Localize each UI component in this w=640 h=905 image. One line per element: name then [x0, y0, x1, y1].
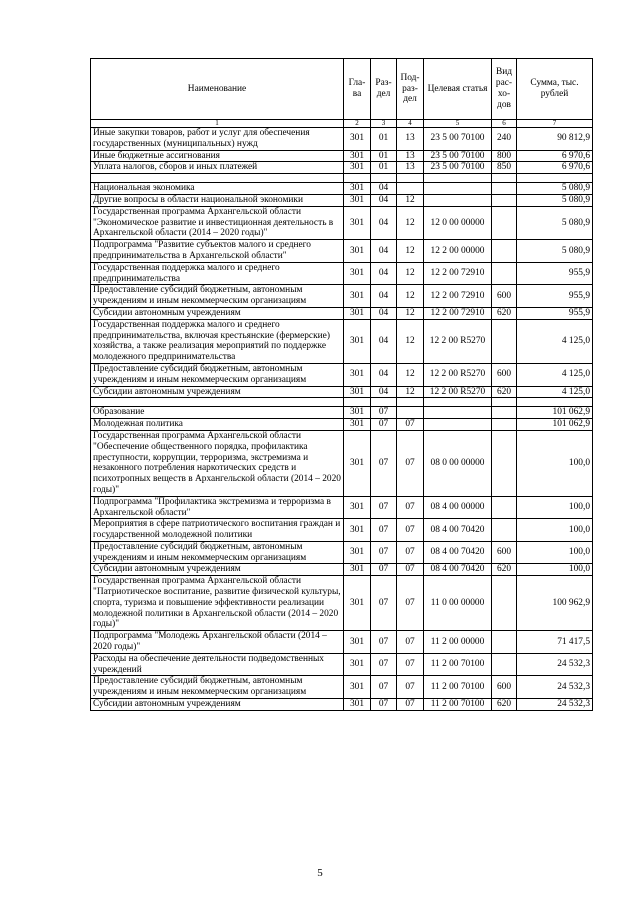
cell-razdel: 04	[371, 363, 397, 386]
cell-name: Государственная программа Архангельской области "Обеспечение общественного порядка, профилактика преступности, коррупции, терроризма, экстремизма и незаконного потребления наркотических средств и психотропных веществ в Архангельской области (2014 – 2020 годы)"	[91, 430, 344, 496]
cell-target: 12 2 00 R5270	[424, 319, 492, 363]
cell-target: 12 0 00 00000	[424, 206, 492, 239]
cell-sum: 71 417,5	[517, 631, 593, 654]
cell-glava: 301	[344, 676, 371, 699]
cell-target	[424, 183, 492, 195]
cell-vid	[492, 430, 517, 496]
cell-name: Молодежная политика	[91, 419, 344, 431]
table-row	[91, 206, 593, 239]
cell-glava: 301	[344, 631, 371, 654]
cell-razdel: 07	[371, 430, 397, 496]
cell-target: 11 2 00 70100	[424, 699, 492, 711]
cell-name: Национальная экономика	[91, 183, 344, 195]
cell-sum: 100,0	[517, 519, 593, 542]
cell-razdel: 07	[371, 519, 397, 542]
header-vid: Вид рас-хо-дов	[492, 59, 517, 120]
cell-sum: 955,9	[517, 285, 593, 308]
cell-sum: 101 062,9	[517, 419, 593, 431]
cell-sum: 100,0	[517, 564, 593, 576]
table-row	[91, 262, 593, 285]
cell-podrazdel: 12	[397, 386, 424, 398]
cell-vid	[492, 407, 517, 419]
table-row	[91, 194, 593, 206]
cell-target: 23 5 00 70100	[424, 150, 492, 162]
cell-target: 08 4 00 70420	[424, 541, 492, 564]
cell-target: 12 2 00 72910	[424, 262, 492, 285]
table-row	[91, 676, 593, 699]
table-row	[91, 162, 593, 174]
cell-podrazdel: 13	[397, 128, 424, 151]
cell-name: Предоставление субсидий бюджетным, автономным учреждениям и иным некоммерческим организациям	[91, 676, 344, 699]
cell-podrazdel: 07	[397, 541, 424, 564]
table-row	[91, 430, 593, 496]
cell-razdel: 07	[371, 631, 397, 654]
page-number: 5	[317, 867, 323, 879]
empty-cell	[344, 174, 371, 183]
cell-glava: 301	[344, 194, 371, 206]
cell-podrazdel: 07	[397, 519, 424, 542]
cell-glava: 301	[344, 653, 371, 676]
cell-podrazdel: 07	[397, 699, 424, 711]
cell-vid	[492, 631, 517, 654]
cell-glava: 301	[344, 564, 371, 576]
cell-podrazdel	[397, 183, 424, 195]
cell-sum: 6 970,6	[517, 162, 593, 174]
cell-sum: 6 970,6	[517, 150, 593, 162]
cell-name: Субсидии автономным учреждениям	[91, 564, 344, 576]
cell-vid	[492, 194, 517, 206]
empty-cell	[371, 174, 397, 183]
header-podrazdel: Под-раз-дел	[397, 59, 424, 120]
header-row	[91, 59, 593, 120]
cell-razdel: 04	[371, 319, 397, 363]
empty-cell	[517, 398, 593, 407]
cell-vid	[492, 240, 517, 263]
cell-name: Другие вопросы в области национальной экономики	[91, 194, 344, 206]
cell-sum: 100,0	[517, 496, 593, 519]
cell-podrazdel: 13	[397, 150, 424, 162]
cell-vid: 850	[492, 162, 517, 174]
column-number: 5	[424, 120, 492, 128]
table-row	[91, 564, 593, 576]
cell-razdel: 01	[371, 128, 397, 151]
cell-glava: 301	[344, 128, 371, 151]
table-row	[91, 307, 593, 319]
table-row	[91, 240, 593, 263]
cell-target: 11 2 00 70100	[424, 676, 492, 699]
cell-vid: 600	[492, 363, 517, 386]
spacer-row	[91, 174, 593, 183]
cell-name: Субсидии автономным учреждениям	[91, 307, 344, 319]
cell-razdel: 04	[371, 240, 397, 263]
column-number: 4	[397, 120, 424, 128]
cell-vid: 620	[492, 386, 517, 398]
cell-podrazdel: 07	[397, 653, 424, 676]
cell-glava: 301	[344, 262, 371, 285]
cell-razdel: 07	[371, 496, 397, 519]
cell-sum: 100,0	[517, 541, 593, 564]
cell-razdel: 07	[371, 653, 397, 676]
header-sum: Сумма, тыс. рублей	[517, 59, 593, 120]
cell-glava: 301	[344, 183, 371, 195]
cell-name: Государственная поддержка малого и среднего предпринимательства, включая крестьянские (фермерские) хозяйства, а также реализация мероприятий по поддержке молодежного предпринимательства	[91, 319, 344, 363]
cell-vid	[492, 576, 517, 631]
empty-cell	[371, 398, 397, 407]
cell-razdel: 07	[371, 407, 397, 419]
cell-vid: 600	[492, 285, 517, 308]
empty-cell	[517, 174, 593, 183]
cell-podrazdel: 12	[397, 240, 424, 263]
cell-glava: 301	[344, 519, 371, 542]
cell-target: 12 2 00 72910	[424, 285, 492, 308]
cell-razdel: 07	[371, 676, 397, 699]
cell-sum: 90 812,9	[517, 128, 593, 151]
cell-podrazdel: 07	[397, 676, 424, 699]
cell-podrazdel: 12	[397, 206, 424, 239]
cell-sum: 24 532,3	[517, 653, 593, 676]
column-number: 1	[91, 120, 344, 128]
cell-name: Предоставление субсидий бюджетным, автономным учреждениям и иным некоммерческим организациям	[91, 285, 344, 308]
empty-cell	[91, 398, 344, 407]
empty-cell	[492, 174, 517, 183]
cell-vid: 620	[492, 307, 517, 319]
header-name: Наименование	[91, 59, 344, 120]
cell-razdel: 07	[371, 576, 397, 631]
cell-podrazdel: 12	[397, 319, 424, 363]
cell-target: 11 2 00 70100	[424, 653, 492, 676]
table-row	[91, 541, 593, 564]
table-row	[91, 419, 593, 431]
cell-glava: 301	[344, 307, 371, 319]
cell-name: Подпрограмма "Развитие субъектов малого и среднего предпринимательства в Архангельской области"	[91, 240, 344, 263]
cell-target: 08 0 00 00000	[424, 430, 492, 496]
table-row	[91, 631, 593, 654]
cell-target	[424, 194, 492, 206]
cell-name: Государственная программа Архангельской области "Экономическое развитие и инвестиционная деятельность в Архангельской области (2014 – 2020 годы)"	[91, 206, 344, 239]
cell-glava: 301	[344, 319, 371, 363]
cell-sum: 4 125,0	[517, 319, 593, 363]
cell-podrazdel: 07	[397, 419, 424, 431]
cell-vid	[492, 262, 517, 285]
cell-sum: 5 080,9	[517, 183, 593, 195]
header-glava: Гла-ва	[344, 59, 371, 120]
cell-vid: 620	[492, 699, 517, 711]
cell-target: 12 2 00 00000	[424, 240, 492, 263]
cell-podrazdel: 12	[397, 307, 424, 319]
empty-cell	[397, 174, 424, 183]
empty-cell	[397, 398, 424, 407]
table-row	[91, 699, 593, 711]
cell-name: Образование	[91, 407, 344, 419]
cell-vid: 620	[492, 564, 517, 576]
cell-vid	[492, 653, 517, 676]
cell-glava: 301	[344, 541, 371, 564]
table-row	[91, 319, 593, 363]
cell-name: Иные бюджетные ассигнования	[91, 150, 344, 162]
cell-target: 08 4 00 00000	[424, 496, 492, 519]
cell-podrazdel: 07	[397, 430, 424, 496]
empty-cell	[424, 398, 492, 407]
cell-glava: 301	[344, 430, 371, 496]
cell-podrazdel: 07	[397, 564, 424, 576]
cell-glava: 301	[344, 407, 371, 419]
cell-glava: 301	[344, 240, 371, 263]
column-number: 3	[371, 120, 397, 128]
cell-glava: 301	[344, 576, 371, 631]
cell-glava: 301	[344, 285, 371, 308]
budget-table	[90, 58, 593, 711]
cell-sum: 5 080,9	[517, 240, 593, 263]
cell-vid	[492, 496, 517, 519]
cell-podrazdel: 12	[397, 285, 424, 308]
cell-name: Подпрограмма "Профилактика экстремизма и терроризма в Архангельской области"	[91, 496, 344, 519]
cell-podrazdel: 07	[397, 631, 424, 654]
cell-glava: 301	[344, 419, 371, 431]
cell-podrazdel: 13	[397, 162, 424, 174]
cell-vid	[492, 183, 517, 195]
cell-name: Государственная программа Архангельской области "Патриотическое воспитание, развитие физической культуры, спорта, туризма и повышение эффективности реализации молодежной политики в Архангельской области (2014 – 2020 годы)"	[91, 576, 344, 631]
empty-cell	[344, 398, 371, 407]
spacer-row	[91, 398, 593, 407]
cell-sum: 5 080,9	[517, 194, 593, 206]
cell-sum: 4 125,0	[517, 363, 593, 386]
cell-glava: 301	[344, 363, 371, 386]
cell-sum: 100,0	[517, 430, 593, 496]
cell-name: Субсидии автономным учреждениям	[91, 386, 344, 398]
cell-name: Иные закупки товаров, работ и услуг для обеспечения государственных (муниципальных) нужд	[91, 128, 344, 151]
column-number: 2	[344, 120, 371, 128]
cell-glava: 301	[344, 206, 371, 239]
cell-target: 11 2 00 00000	[424, 631, 492, 654]
empty-cell	[91, 174, 344, 183]
cell-name: Расходы на обеспечение деятельности подведомственных учреждений	[91, 653, 344, 676]
cell-glava: 301	[344, 699, 371, 711]
cell-podrazdel: 07	[397, 576, 424, 631]
cell-target	[424, 419, 492, 431]
table-row	[91, 519, 593, 542]
table-body	[91, 128, 593, 711]
cell-razdel: 07	[371, 541, 397, 564]
cell-target: 12 2 00 R5270	[424, 363, 492, 386]
cell-razdel: 04	[371, 285, 397, 308]
cell-sum: 955,9	[517, 307, 593, 319]
cell-razdel: 04	[371, 262, 397, 285]
table-row	[91, 128, 593, 151]
cell-vid	[492, 519, 517, 542]
header-target: Целевая статья	[424, 59, 492, 120]
cell-podrazdel: 12	[397, 194, 424, 206]
cell-glava: 301	[344, 150, 371, 162]
cell-podrazdel	[397, 407, 424, 419]
header-razdel: Раз-дел	[371, 59, 397, 120]
cell-name: Государственная поддержка малого и среднего предпринимательства	[91, 262, 344, 285]
cell-vid	[492, 319, 517, 363]
cell-vid: 600	[492, 541, 517, 564]
cell-razdel: 04	[371, 386, 397, 398]
cell-name: Субсидии автономным учреждениям	[91, 699, 344, 711]
table-row	[91, 653, 593, 676]
table-row	[91, 150, 593, 162]
cell-name: Предоставление субсидий бюджетным, автономным учреждениям и иным некоммерческим организациям	[91, 541, 344, 564]
column-number-row	[91, 120, 593, 128]
cell-glava: 301	[344, 496, 371, 519]
cell-sum: 955,9	[517, 262, 593, 285]
cell-glava: 301	[344, 162, 371, 174]
cell-target: 12 2 00 72910	[424, 307, 492, 319]
cell-razdel: 04	[371, 183, 397, 195]
table-row	[91, 363, 593, 386]
table-row	[91, 285, 593, 308]
cell-target	[424, 407, 492, 419]
cell-sum: 100 962,9	[517, 576, 593, 631]
cell-podrazdel: 12	[397, 262, 424, 285]
cell-razdel: 07	[371, 419, 397, 431]
cell-podrazdel: 12	[397, 363, 424, 386]
empty-cell	[424, 174, 492, 183]
cell-name: Мероприятия в сфере патриотического воспитания граждан и государственной молодежной политики	[91, 519, 344, 542]
cell-glava: 301	[344, 386, 371, 398]
cell-target: 08 4 00 70420	[424, 564, 492, 576]
cell-podrazdel: 07	[397, 496, 424, 519]
cell-sum: 24 532,3	[517, 676, 593, 699]
cell-razdel: 04	[371, 206, 397, 239]
cell-target: 23 5 00 70100	[424, 162, 492, 174]
cell-sum: 101 062,9	[517, 407, 593, 419]
cell-sum: 24 532,3	[517, 699, 593, 711]
cell-vid: 600	[492, 676, 517, 699]
cell-vid: 800	[492, 150, 517, 162]
cell-razdel: 04	[371, 194, 397, 206]
cell-vid: 240	[492, 128, 517, 151]
cell-vid	[492, 419, 517, 431]
table-row	[91, 407, 593, 419]
cell-target: 08 4 00 70420	[424, 519, 492, 542]
cell-sum: 4 125,0	[517, 386, 593, 398]
column-number: 7	[517, 120, 593, 128]
cell-target: 23 5 00 70100	[424, 128, 492, 151]
cell-target: 11 0 00 00000	[424, 576, 492, 631]
table-row	[91, 496, 593, 519]
cell-razdel: 04	[371, 307, 397, 319]
empty-cell	[492, 398, 517, 407]
cell-name: Уплата налогов, сборов и иных платежей	[91, 162, 344, 174]
cell-name: Подпрограмма "Молодежь Архангельской области (2014 – 2020 годы)"	[91, 631, 344, 654]
cell-sum: 5 080,9	[517, 206, 593, 239]
cell-razdel: 01	[371, 162, 397, 174]
cell-razdel: 07	[371, 699, 397, 711]
cell-name: Предоставление субсидий бюджетным, автономным учреждениям и иным некоммерческим организациям	[91, 363, 344, 386]
table-row	[91, 576, 593, 631]
table-row	[91, 183, 593, 195]
table-row	[91, 386, 593, 398]
cell-razdel: 01	[371, 150, 397, 162]
column-number: 6	[492, 120, 517, 128]
cell-razdel: 07	[371, 564, 397, 576]
cell-vid	[492, 206, 517, 239]
cell-target: 12 2 00 R5270	[424, 386, 492, 398]
